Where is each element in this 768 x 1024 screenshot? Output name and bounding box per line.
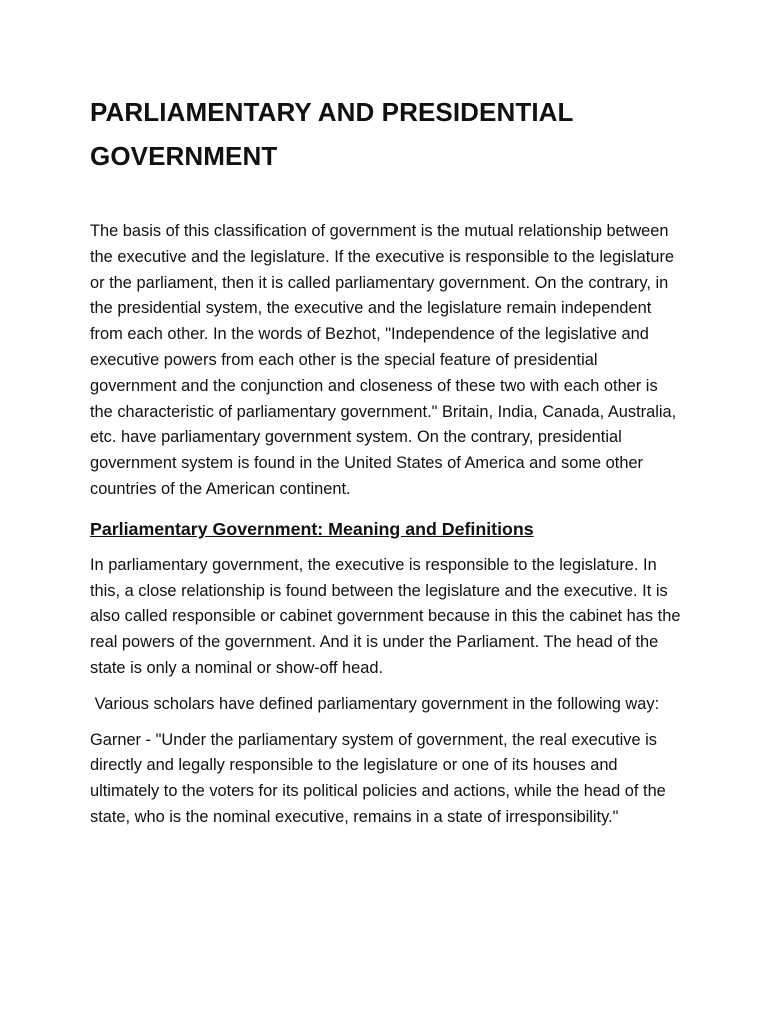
document-page bbox=[90, 90, 682, 831]
section-paragraph-garner-quote: Garner - "Under the parliamentary system of government, the real executive is directly and legally responsible to the legislature or one of its houses and ultimately to the voters for its political policies and actions, while the head of the state, who is the nominal executive, remains in a state of irresponsibility." bbox=[90, 730, 666, 826]
intro-paragraph: The basis of this classification of government is the mutual relationship between the executive and the legislature. If the executive is responsible to the legislature or the parliament, then it is called parliamentary government. On the contrary, in the presidential system, the executive and the legislature remain independent from each other. In the words of Bezhot, "Independence of the legislative and executive powers from each other is the special feature of presidential government and the conjunction and closeness of these two with each other is the characteristic of parliamentary government." Britain, India, Canada, Australia, etc. have parliamentary government system. On the contrary, presidential government system is found in the United States of America and some other countries of the American continent. bbox=[90, 222, 677, 498]
section-paragraph-scholars: Various scholars have defined parliamentary government in the following way: bbox=[90, 694, 660, 713]
section-paragraph-meaning: In parliamentary government, the executive is responsible to the legislature. In this, a close relationship is found between the legislature and the executive. It is also called responsible or cabinet government because in this the cabinet has the real powers of the government. And it is under the Parliament. The head of the state is only a nominal or show-off head. bbox=[90, 555, 681, 677]
document-title: PARLIAMENTARY AND PRESIDENTIAL GOVERNMENT bbox=[90, 97, 574, 171]
section-heading: Parliamentary Government: Meaning and Definitions bbox=[90, 518, 534, 539]
